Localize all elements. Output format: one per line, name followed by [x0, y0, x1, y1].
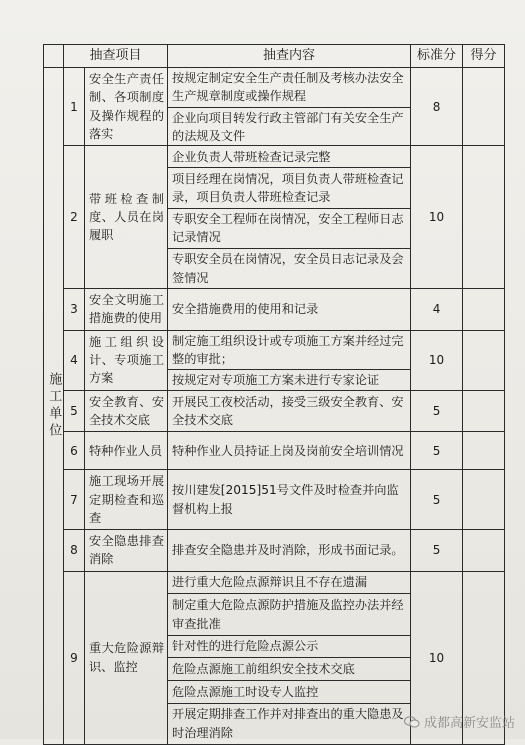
row-number: 1: [64, 68, 85, 146]
earned-score: [463, 330, 505, 390]
earned-score: [463, 390, 505, 432]
header-standard: 标准分: [411, 45, 463, 68]
content-line: 专职安全工程师在岗情况，安全工程师日志记录情况: [168, 209, 410, 249]
row-number: 5: [64, 390, 85, 432]
row-number: 8: [64, 530, 85, 572]
content-line: 制定施工组织设计或专项施工方案并经过完整的审批；: [168, 331, 410, 371]
inspection-content: [168, 68, 411, 146]
content-line: 开展定期排查工作并对排查出的重大隐患及时治理消除: [172, 707, 404, 740]
inspection-item: 重大危险源辩识、监控: [85, 571, 168, 744]
inspection-table: [43, 44, 505, 745]
content-line: 专职安全员在岗情况，安全员日志记录及会签情况: [172, 252, 404, 285]
inspection-content: 开展民工夜校活动，接受三级安全教育、安全技术交底: [168, 390, 411, 432]
row-number: 9: [64, 571, 85, 744]
earned-score: [463, 68, 505, 146]
standard-score: 10: [411, 571, 463, 744]
inspection-item: 特种作业人员: [85, 432, 168, 470]
watermark: [404, 712, 515, 731]
standard-score: 5: [411, 390, 463, 432]
standard-score: 8: [411, 68, 463, 146]
table-row: [44, 390, 505, 432]
header-content: 抽查内容: [168, 45, 411, 68]
inspection-item: 施工现场开展定期检查和巡查: [85, 470, 168, 530]
standard-score: 10: [411, 330, 463, 390]
standard-score: 5: [411, 470, 463, 530]
unit-label: 施工单位: [44, 68, 64, 745]
header-row: [44, 45, 505, 68]
row-number: 2: [64, 146, 85, 289]
watermark-text: 成都高新安监站: [423, 716, 515, 731]
inspection-item: 安全教育、安全技术交底: [85, 390, 168, 432]
content-line: 按规定对专项施工方案未进行专家论证: [172, 373, 380, 388]
table-row: [44, 289, 505, 331]
earned-score: [463, 432, 505, 470]
content-line: 危险点源施工前组织安全技术交底: [168, 658, 410, 681]
standard-score: 5: [411, 530, 463, 572]
table-row: [44, 68, 505, 146]
corner-cell: [44, 45, 64, 68]
inspection-item: 施工组织设计、专项施工方案: [85, 330, 168, 390]
standard-score: 4: [411, 289, 463, 331]
row-number: 3: [64, 289, 85, 331]
header-score: 得分: [463, 45, 505, 68]
table-row: [44, 330, 505, 390]
inspection-item: 安全隐患排查消除: [85, 530, 168, 572]
table-body: [44, 68, 505, 745]
content-line: 企业负责人带班检查记录完整: [168, 146, 410, 168]
content-line: 进行重大危险点源辩识且不存在遗漏: [168, 572, 410, 595]
inspection-item: 安全文明施工措施费的使用: [85, 289, 168, 331]
inspection-content: [168, 146, 411, 289]
earned-score: [463, 289, 505, 331]
table-row: [44, 470, 505, 530]
inspection-content: 排查安全隐患并及时消除，形成书面记录。: [168, 530, 411, 572]
inspection-item: 带班检查制度、人员在岗履职: [85, 146, 168, 289]
content-line: 按规定制定安全生产责任制及考核办法安全生产规章制度或操作规程: [168, 68, 410, 108]
earned-score: [463, 530, 505, 572]
header-item: 抽查项目: [64, 45, 168, 68]
earned-score: [463, 470, 505, 530]
inspection-content: [168, 571, 411, 744]
inspection-content: 按川建发[2015]51号文件及时检查并向监督机构上报: [168, 470, 411, 530]
inspection-content: 特种作业人员持证上岗及岗前安全培训情况: [168, 432, 411, 470]
table-row: [44, 146, 505, 289]
earned-score: [463, 146, 505, 289]
content-line: 针对性的进行危险点源公示: [168, 636, 410, 659]
table-row: [44, 530, 505, 572]
row-number: 6: [64, 432, 85, 470]
content-line: 制定重大危险点源防护措施及监控办法并经审查批准: [168, 594, 410, 635]
content-line: 企业向项目转发行政主管部门有关安全生产的法规及文件: [172, 110, 404, 143]
content-line: 危险点源施工时设专人监控: [168, 681, 410, 704]
inspection-content: [168, 330, 411, 390]
inspection-content: 安全措施费用的使用和记录: [168, 289, 411, 331]
standard-score: 10: [411, 146, 463, 289]
table-row: [44, 432, 505, 470]
standard-score: 5: [411, 432, 463, 470]
row-number: 7: [64, 470, 85, 530]
row-number: 4: [64, 330, 85, 390]
wechat-icon: [404, 716, 420, 728]
content-line: 项目经理在岗情况，项目负责人带班检查记录，项目负责人带班检查记录: [168, 168, 410, 208]
inspection-item: 安全生产责任制、各项制度及操作规程的落实: [85, 68, 168, 146]
